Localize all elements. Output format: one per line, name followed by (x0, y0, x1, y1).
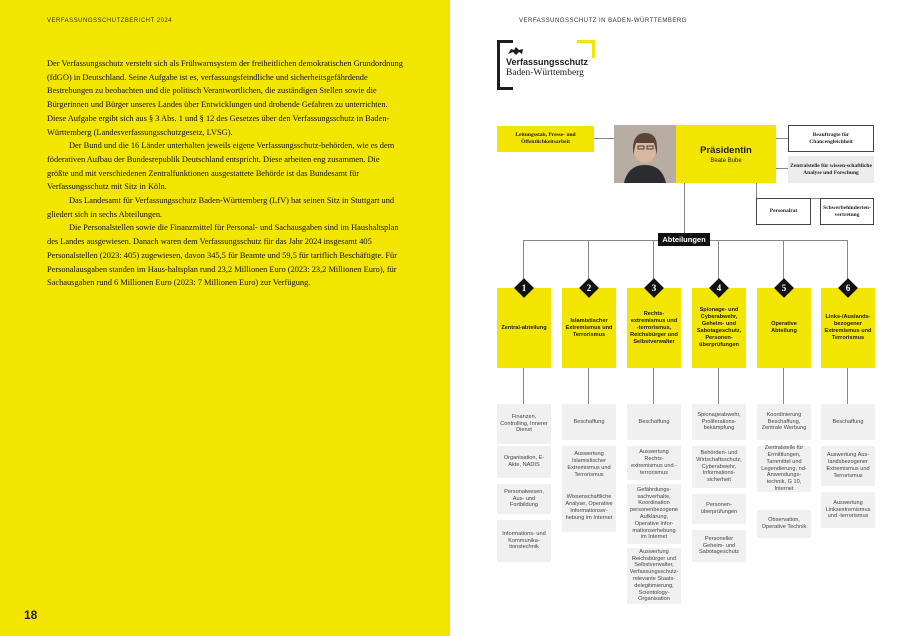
dept-unit-connector (718, 368, 719, 404)
department-2: Islamistischer Extremismus und Terrorismus (562, 288, 616, 368)
dept-connector (847, 240, 848, 281)
unit-box: Finanzen, Controlling, Innerer Dienst (497, 404, 551, 444)
agency-logo (497, 40, 595, 90)
unit-box: Auswertung Aus-landsbezogener Extremismus und Terrorismus (821, 446, 875, 486)
dept-unit-connector (523, 368, 524, 404)
dept-connector (718, 240, 719, 281)
department-1: Zentral-abteilung (497, 288, 551, 368)
unit-box: Personeller Geheim- und Sabotageschutz (692, 530, 746, 562)
dept-unit-connector (847, 368, 848, 404)
department-number: 3 (651, 283, 657, 293)
unit-box: Auswertung Linksextremismus und -terrorismus (821, 492, 875, 528)
personalrat-box: Personalrat (756, 198, 811, 225)
department-number: 1 (521, 283, 527, 293)
department-number: 2 (586, 283, 592, 293)
department-number: 6 (845, 283, 851, 293)
right-page (450, 0, 900, 636)
unit-box: Spionageabwehr, Proliferations-bekämpfung (692, 404, 746, 440)
portrait-photo (614, 125, 676, 183)
president-box (676, 125, 776, 183)
logo-line-2: Baden-Württemberg (506, 68, 584, 78)
dept-connector (588, 240, 589, 281)
running-head-left: VERFASSUNGSSCHUTZBERICHT 2024 (47, 18, 173, 24)
logo-line-1: Verfassungsschutz (506, 57, 589, 67)
staff-chancengleichheit: Beauftragte für Chancengleichheit (788, 125, 874, 152)
dept-connector (523, 240, 524, 281)
unit-box: Beschaffung (821, 404, 875, 440)
unit-box: Observation, Operative Technik (757, 510, 811, 538)
unit-box: Gefährdungs-sachverhalte, Koordination personenbezogene Aufklärung, Operative Infor-mationserhebung im Internet (627, 484, 681, 544)
department-3: Rechts-extremismus und -terrorismus, Reichsbürger und Selbstverwalter (627, 288, 681, 368)
unit-box: Beschaffung (627, 404, 681, 440)
running-head-right: VERFASSUNGSSCHUTZ IN BADEN-WÜRTTEMBERG (519, 18, 687, 24)
department-5: Operative Abteilung (757, 288, 811, 368)
department-number: 4 (716, 283, 722, 293)
paragraph-4: Die Personalstellen sowie die Finanzmittel für Personal- und Sachausgaben sind im Haushaltsplan des Landes ausgewiesen. Danach waren dem Verfassungsschutz für das Jahr 2024 insgesamt 405 Personalstellen (2023: 405) zugewiesen, davon 345,5 für Beamte und 59,5 für tariflich Beschäftigte. Für Personalausgaben standen im Haus-haltsplan rund 23,2 Millionen Euro (2023: 23,2 Millionen Euro), für Sachausgaben rund 6 Millionen Euro (2023: 7 Millionen Euro) zur Verfügung. (47, 223, 399, 288)
unit-box: Beschaffung (562, 404, 616, 440)
unit-box: Personen-überprüfungen (692, 494, 746, 524)
unit-box: Auswertung Islamistischer Extremismus und Terrorismus (562, 446, 616, 484)
unit-box: Auswertung Reichsbürger und Selbstverwalter, Verfassungsschutz-relevante Staats-delegitimierung, Scientology-Organisation (627, 548, 681, 604)
dept-unit-connector (653, 368, 654, 404)
department-6: Links-/Auslands-bezogener Extremismus und Terrorismus (821, 288, 875, 368)
president-name: Beate Bube (710, 157, 742, 164)
department-number: 5 (781, 283, 787, 293)
unit-box: Zentralstelle für Ermittlungen, Tarnmittel und Legendierung, nd-Anwendungs-technik, G 10, Internet (757, 446, 811, 492)
abteilungen-label: Abteilungen (658, 233, 710, 246)
unit-box: Koordinierung Beschaffung, Zentrale Werbung (757, 404, 811, 440)
dept-connector (653, 240, 654, 281)
paragraph-3: Das Landesamt für Verfassungsschutz Baden-Württemberg (LfV) hat seinen Sitz in Stuttgart und gliedert sich in sechs Abteilungen. (47, 196, 395, 219)
staff-leitungsstab: Leitungsstab, Presse- und Öffentlichkeitsarbeit (497, 126, 594, 152)
page-number-left: 18 (24, 608, 38, 622)
paragraph-1: Der Verfassungsschutz versteht sich als Frühwarnsystem der freiheitlichen demokratischen Grundordnung (fdGO) in Deutschland. Seine Aufgabe ist es, verfassungsfeindliche und sicherheitsgefährdende Bestrebungen zu beobachten und die politisch Verantwortlichen, die zuständigen Stellen sowie die Bürgerinnen und Bürger unseres Landes über Entwicklungen und drohende Gefahren zu unterrichten. Diese Aufgabe ergibt sich aus § 3 Abs. 1 und § 12 des Gesetzes über den Verfassungsschutz in Baden-Württemberg (Landesverfassungsschutzgesetz, LVSG). (47, 59, 403, 137)
dept-connector (783, 240, 784, 281)
unit-box: Personalwesen, Aus- und Fortbildung (497, 484, 551, 514)
president-title: Präsidentin (700, 144, 752, 156)
schwerbehindertenvertretung-box: Schwerbehinderten-vertretung (820, 198, 874, 225)
unit-box: Auswertung Rechts-extremismus und -terrorismus (627, 446, 681, 480)
dept-unit-connector (783, 368, 784, 404)
body-text (47, 57, 403, 290)
unit-box: Informations- und Kommunika-tionstechnik (497, 520, 551, 562)
dept-unit-connector (588, 368, 589, 404)
unit-box: Wissenschaftliche Analyse, Operative Informationser-hebung im Internet (562, 484, 616, 532)
paragraph-2: Der Bund und die 16 Länder unterhalten jeweils eigene Verfassungsschutz-behörden, wie es dem föderativen Aufbau der Bundesrepublik Deutschland entspricht. Diese arbeiten eng zusammen. Die größte und mit verschiedenen Zentralfunktionen ausgestattete Behörde ist das Bundesamt für Verfassungsschutz mit Sitz in Köln. (47, 141, 395, 192)
unit-box: Behörden- und Wirtschaftsschutz, Cyberabwehr, Informations-sicherheit (692, 446, 746, 488)
unit-box: Organisation, E-Akte, NADIS (497, 446, 551, 478)
staff-zentralstelle-analyse: Zentralstelle für wissen-schaftliche Analyse und Forschung (788, 156, 874, 183)
department-4: Spionage- und Cyberabwehr, Geheim- und Sabotageschutz, Personen-überprüfungen (692, 288, 746, 368)
